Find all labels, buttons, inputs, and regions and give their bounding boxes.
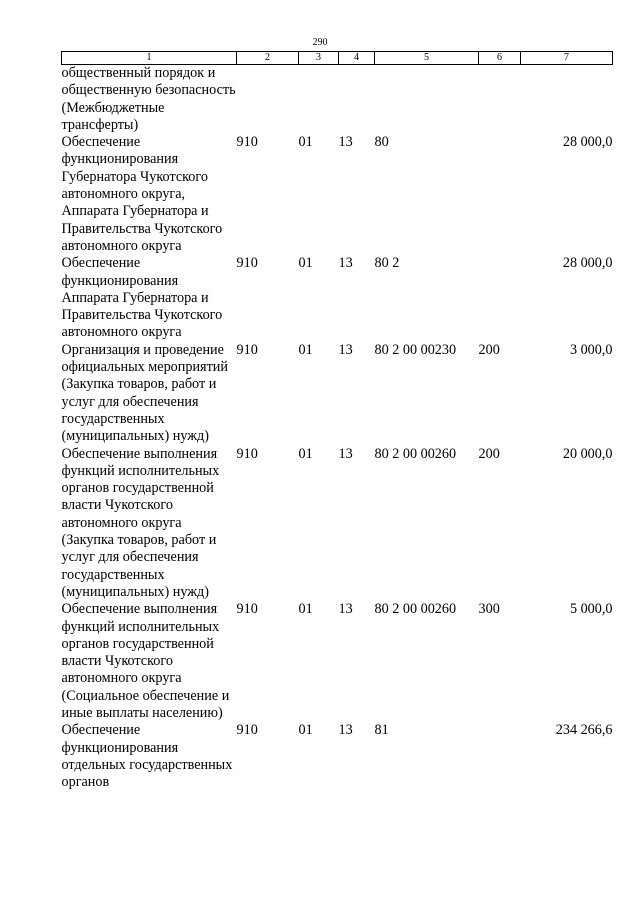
row-subsection: 13 xyxy=(338,134,353,151)
row-expense-type xyxy=(479,722,521,791)
row-target-article xyxy=(375,65,479,135)
column-header-2: 2 xyxy=(237,52,299,65)
row-name: Обеспечение функционирования Губернатора Чукотского автономного округа, Аппарата Губернатора и Правительства Чукотского автономного округа xyxy=(61,134,223,254)
row-target-article: 80 xyxy=(374,134,389,151)
column-header-6: 6 xyxy=(479,52,521,65)
row-grbs: 910 xyxy=(236,601,258,618)
row-grbs: 910 xyxy=(236,255,258,272)
row-sum: 234 266,6 xyxy=(555,722,613,739)
row-grbs xyxy=(237,65,299,135)
row-name: общественный порядок и общественную безопасность (Межбюджетные трансферты) xyxy=(61,65,236,133)
row-subsection: 13 xyxy=(338,255,353,272)
row-section: 01 xyxy=(298,601,313,618)
row-subsection: 13 xyxy=(338,722,353,739)
row-sum xyxy=(521,65,613,135)
column-header-4: 4 xyxy=(339,52,375,65)
row-target-article: 80 2 00 00230 xyxy=(374,341,457,358)
table-row xyxy=(62,65,613,135)
row-sum: 28 000,0 xyxy=(562,134,613,151)
row-sum: 28 000,0 xyxy=(562,255,613,272)
row-grbs: 910 xyxy=(236,341,258,358)
column-header-1: 1 xyxy=(62,52,237,65)
column-header-5: 5 xyxy=(375,52,479,65)
row-subsection: 13 xyxy=(338,445,353,462)
row-section: 01 xyxy=(298,134,313,151)
row-sum: 5 000,0 xyxy=(569,601,613,618)
table-row xyxy=(62,601,613,722)
row-expense-type: 200 xyxy=(478,341,500,358)
row-section: 01 xyxy=(298,445,313,462)
row-expense-type xyxy=(479,134,521,255)
row-sum: 20 000,0 xyxy=(562,445,613,462)
row-section: 01 xyxy=(298,341,313,358)
table-header-row xyxy=(62,52,613,65)
table-row xyxy=(62,722,613,791)
row-target-article: 80 2 00 00260 xyxy=(374,445,457,462)
row-target-article: 81 xyxy=(374,722,389,739)
row-subsection xyxy=(339,65,375,135)
row-target-article: 80 2 00 00260 xyxy=(374,601,457,618)
row-grbs: 910 xyxy=(236,134,258,151)
row-name: Обеспечение функционирования Аппарата Губернатора и Правительства Чукотского автономного округа xyxy=(61,255,223,341)
row-target-article: 80 2 xyxy=(374,255,400,272)
table-row xyxy=(62,134,613,255)
row-expense-type: 200 xyxy=(478,445,500,462)
row-name: Обеспечение выполнения функций исполнительных органов государственной власти Чукотского автономного округа (Закупка товаров, работ и услуг для обеспечения государственных (муниципальных) нужд) xyxy=(61,445,220,600)
table-row xyxy=(62,255,613,341)
row-section xyxy=(299,65,339,135)
row-grbs: 910 xyxy=(236,445,258,462)
row-grbs: 910 xyxy=(236,722,258,739)
row-section: 01 xyxy=(298,255,313,272)
row-expense-type xyxy=(479,65,521,135)
column-header-3: 3 xyxy=(299,52,339,65)
row-subsection: 13 xyxy=(338,601,353,618)
row-name: Обеспечение выполнения функций исполнительных органов государственной власти Чукотского автономного округа (Социальное обеспечение и иные выплаты населению) xyxy=(61,601,230,721)
row-expense-type xyxy=(479,255,521,341)
table-row xyxy=(62,342,613,446)
budget-table xyxy=(61,51,613,791)
row-subsection: 13 xyxy=(338,341,353,358)
row-sum: 3 000,0 xyxy=(569,341,613,358)
page-number: 290 xyxy=(312,37,328,48)
row-section: 01 xyxy=(298,722,313,739)
row-name: Организация и проведение официальных мероприятий (Закупка товаров, работ и услуг для обеспечения государственных (муниципальных) нужд) xyxy=(61,341,228,445)
table-row xyxy=(62,446,613,602)
row-expense-type: 300 xyxy=(478,601,500,618)
row-name: Обеспечение функционирования отдельных государственных органов xyxy=(61,722,233,791)
column-header-7: 7 xyxy=(521,52,613,65)
